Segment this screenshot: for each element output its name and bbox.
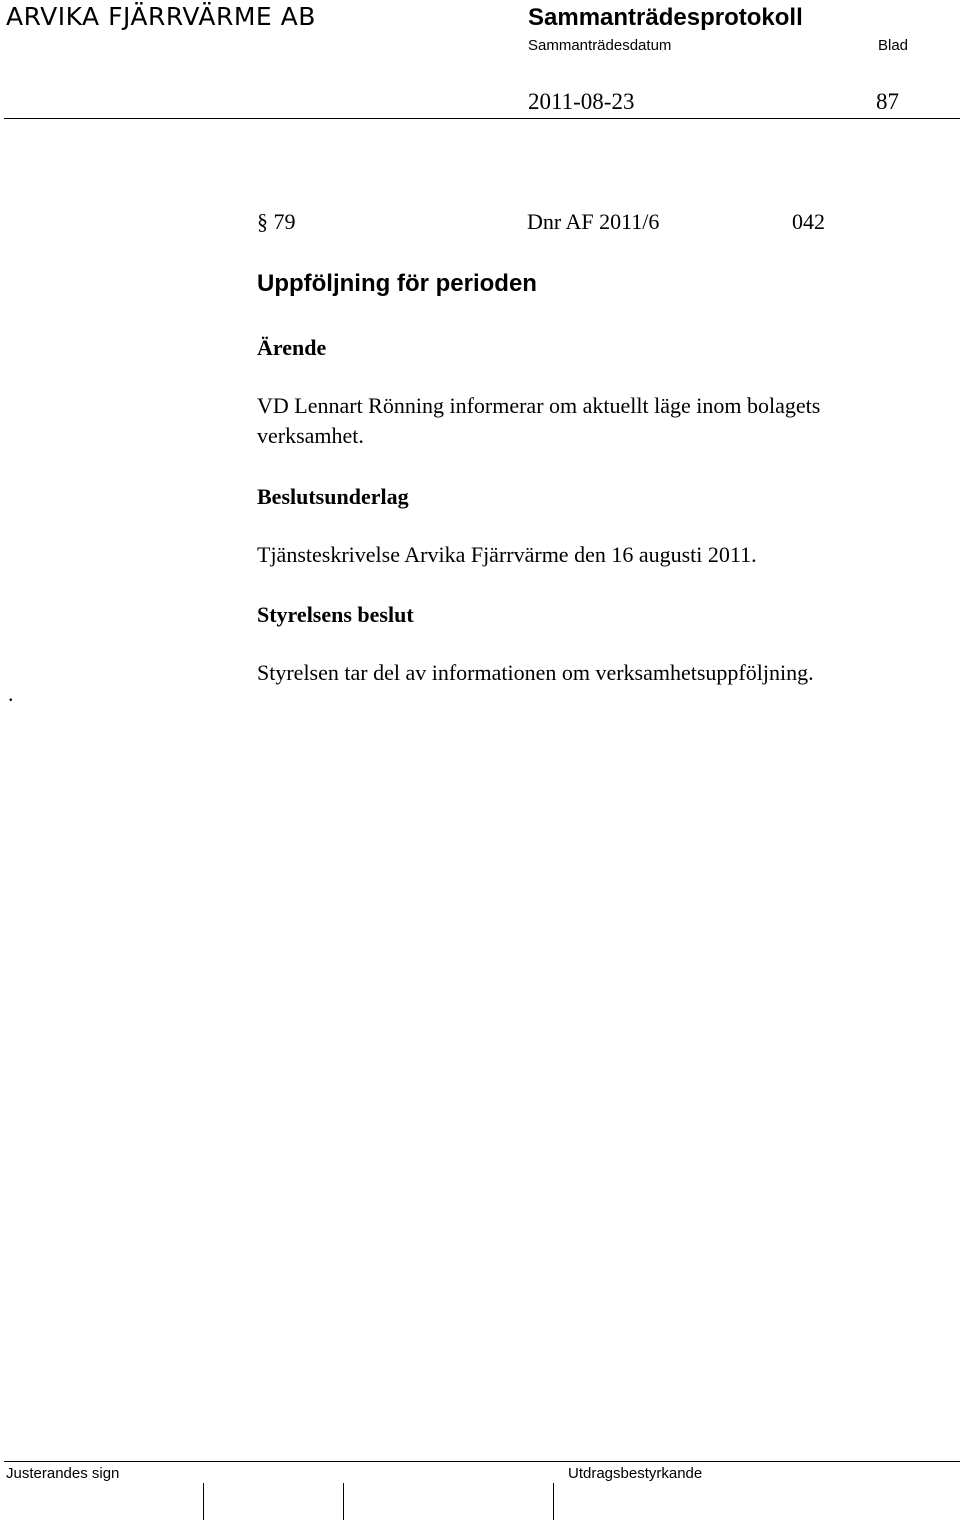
beslut-text: Styrelsen tar del av informationen om verksamhetsuppföljning. bbox=[257, 660, 814, 685]
document-type: Sammanträdesprotokoll bbox=[528, 4, 803, 31]
organization-name: ARVIKA FJÄRRVÄRME AB bbox=[6, 2, 316, 31]
dnr-reference: Dnr AF 2011/6 bbox=[527, 209, 660, 234]
page-label: Blad bbox=[878, 37, 909, 54]
justerandes-sign-label: Justerandes sign bbox=[6, 1465, 120, 1482]
footer-divider bbox=[4, 1461, 960, 1462]
arende-text-line1: VD Lennart Rönning informerar om aktuellt läge inom bolagets bbox=[257, 393, 821, 418]
classification-code: 042 bbox=[792, 209, 825, 234]
arende-text-line2: verksamhet. bbox=[257, 423, 364, 448]
page-number: 87 bbox=[876, 89, 899, 114]
signature-box-divider bbox=[203, 1483, 204, 1520]
utdragsbestyrkande-label: Utdragsbestyrkande bbox=[568, 1465, 703, 1482]
section-symbol: § bbox=[257, 209, 268, 234]
beslutsunderlag-text: Tjänsteskrivelse Arvika Fjärrvärme den 16 augusti 2011. bbox=[257, 542, 757, 567]
arende-heading: Ärende bbox=[257, 335, 327, 360]
item-title: Uppföljning för perioden bbox=[257, 270, 537, 297]
meeting-date: 2011-08-23 bbox=[528, 89, 635, 114]
meeting-date-label: Sammanträdesdatum bbox=[528, 37, 672, 54]
margin-mark: . bbox=[8, 681, 14, 706]
signature-box-divider bbox=[553, 1483, 554, 1520]
beslutsunderlag-heading: Beslutsunderlag bbox=[257, 484, 409, 509]
header-divider bbox=[4, 118, 960, 119]
paragraph-number: 79 bbox=[273, 209, 296, 234]
beslut-heading: Styrelsens beslut bbox=[257, 602, 414, 627]
signature-box-divider bbox=[343, 1483, 344, 1520]
paragraph-heading bbox=[257, 208, 296, 236]
